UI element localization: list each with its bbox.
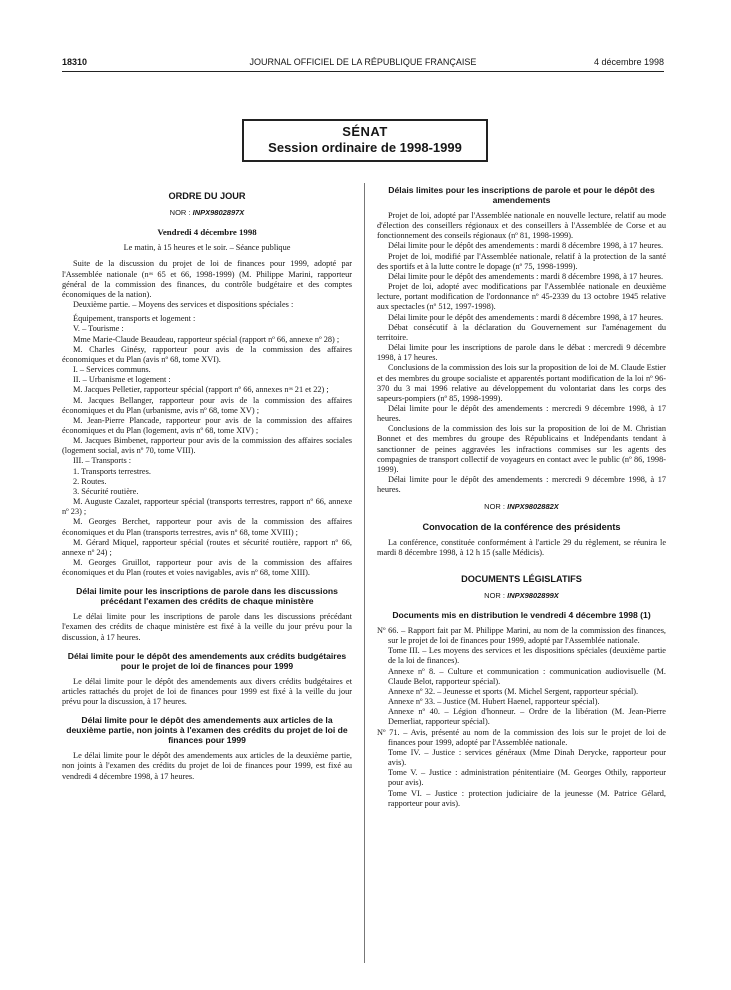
deadline-paragraph: Délai limite pour le dépôt des amendements : mercredi 9 décembre 1998, à 17 heures.	[377, 403, 666, 424]
column-divider	[364, 183, 365, 963]
section-paragraph: Le délai limite pour le dépôt des amendements aux articles de la deuxième partie, non joints à l'examen des crédits du projet de loi de finances pour 1999, est fixé au vendredi 4 décembre 1998, à 17 heures.	[62, 751, 352, 781]
item-paragraph: Projet de loi, modifié par l'Assemblée nationale, relatif à la protection de la santé des sportifs et à la lutte contre le dopage (nº 75, 1998-1999).	[377, 251, 666, 271]
day-heading: Vendredi 4 décembre 1998	[157, 227, 257, 238]
agenda-paragraph: M. Jacques Bimbenet, rapporteur pour avis de la commission des affaires sociales (logement social, avis nº 70, tome VIII).	[62, 436, 352, 456]
agenda-paragraph: M. Charles Ginésy, rapporteur pour avis de la commission des affaires économiques et du Plan (avis nº 68, tome XVI).	[62, 344, 352, 364]
agenda-paragraph: M. Gérard Miquel, rapporteur spécial (routes et sécurité routière, rapport nº 66, annexe nº 24) ;	[62, 537, 352, 557]
item-paragraph: Conclusions de la commission des lois sur la proposition de loi de M. Christian Bonnet et des membres du groupe des Républicains et Indépendants tendant à sanctionner de peines aggravées les infractions commises sur les agents des compagnies de transport collectif de voyageurs en contact avec le public (nº 86, 1998-1999).	[377, 424, 666, 474]
page-header	[62, 57, 664, 71]
agenda-paragraph: Suite de la discussion du projet de loi de finances pour 1999, adopté par l'Assemblée nationale (nᵒˢ 65 et 66, 1998-1999) (M. Philippe Marini, rapporteur général de la commission des finances, du contrôle budgétaire et des comptes économiques de la nation).	[62, 259, 352, 299]
document-subentry: Annexe nº 8. – Culture et communication : communication audiovisuelle (M. Claude Belot, rapporteur spécial).	[388, 666, 666, 686]
nor-label: NOR :	[484, 590, 506, 600]
left-column	[62, 183, 352, 782]
document-subentry: Annexe nº 40. – Légion d'honneur. – Ordre de la libération (M. Jean-Pierre Demerliat, rapporteur spécial).	[388, 707, 666, 727]
agenda-paragraph: Mme Marie-Claude Beaudeau, rapporteur spécial (rapport nº 66, annexe nº 28) ;	[73, 334, 340, 344]
senat-title: SÉNAT	[342, 124, 388, 139]
agenda-paragraph: III. – Transports :	[73, 456, 132, 466]
agenda-paragraph: M. Jacques Bellanger, rapporteur pour avis de la commission des affaires économiques et du Plan (urbanisme, avis nº 68, tome XV) ;	[62, 395, 352, 415]
nor-reference	[62, 208, 352, 218]
section-paragraph: La conférence, constituée conformément à l'article 29 du règlement, se réunira le mardi 8 décembre 1998, à 12 h 15 (salle Médicis).	[377, 537, 666, 557]
agenda-paragraph: M. Jacques Pelletier, rapporteur spécial (rapport nº 66, annexes nᵒˢ 21 et 22) ;	[73, 385, 329, 395]
document-subentry: Tome III. – Les moyens des services et les dispositions spéciales (deuxième partie de la loi de finances).	[388, 646, 666, 666]
item-paragraph: Projet de loi, adopté par l'Assemblée nationale en nouvelle lecture, relatif au mode d'élection des conseillers régionaux et des conseillers à l'Assemblée de Corse et au fonctionnement des conseils régionaux (nº 81, 1998-1999).	[377, 211, 666, 241]
nor-code: INPX9802897X	[192, 208, 245, 217]
header-date: 4 décembre 1998	[593, 57, 664, 67]
item-paragraph: Débat consécutif à la déclaration du Gouvernement sur l'aménagement du territoire.	[377, 322, 666, 342]
item-paragraph: Projet de loi, adopté avec modifications par l'Assemblée nationale en deuxième lecture, portant modification de l'ordonnance nº 45-2339 du 13 octobre 1945 relative aux spectacles (nº 512, 1997-1998).	[377, 282, 666, 312]
section-heading: Documents mis en distribution le vendredi 4 décembre 1998 (1)	[392, 610, 651, 620]
deadline-paragraph: Délai limite pour les inscriptions de parole dans le débat : mercredi 9 décembre 1998, à 17 heures.	[377, 343, 666, 363]
nor-code: INPX9802899X	[507, 590, 559, 600]
nor-reference	[377, 502, 666, 512]
agenda-paragraph: M. Jean-Pierre Plancade, rapporteur pour avis de la commission des affaires économiques et du Plan (logement, avis nº 68, tome XIV) ;	[62, 415, 352, 435]
item-paragraph: Conclusions de la commission des lois sur la proposition de loi de M. Claude Estier et des membres du groupe socialiste et apparentés portant modification de la loi nº 96-370 du 3 mai 1996 relative au développement du volontariat dans les corps des sapeurs-pompiers (nº 85, 1998-1999).	[377, 363, 666, 403]
agenda-paragraph: 3. Sécurité routière.	[73, 486, 139, 496]
nor-label: NOR :	[484, 502, 506, 512]
agenda-paragraph: 2. Routes.	[73, 476, 107, 486]
nor-label: NOR :	[169, 208, 191, 217]
agenda-paragraph: M. Auguste Cazalet, rapporteur spécial (transports terrestres, rapport nº 66, annexe nº 23) ;	[62, 497, 352, 517]
document-subentry: Tome V. – Justice : administration pénitentiaire (M. Georges Othily, rapporteur pour avis).	[388, 768, 666, 788]
agenda-paragraph: Équipement, transports et logement :	[73, 314, 196, 324]
document-subentry: Tome VI. – Justice : protection judiciaire de la jeunesse (M. Patrice Gélard, rapporteur pour avis).	[388, 788, 666, 808]
document-entry: Nº 71. – Avis, présenté au nom de la commission des lois sur le projet de loi de finances pour 1999, adopté par l'Assemblée nationale.	[377, 727, 666, 747]
nor-reference	[377, 591, 666, 601]
header-rule	[62, 71, 664, 72]
deadline-paragraph: Délai limite pour le dépôt des amendements : mardi 8 décembre 1998, à 17 heures.	[388, 241, 664, 251]
journal-title: JOURNAL OFFICIEL DE LA RÉPUBLIQUE FRANÇAISE	[249, 57, 477, 67]
deadline-paragraph: Délai limite pour le dépôt des amendements : mercredi 9 décembre 1998, à 17 heures.	[377, 475, 666, 495]
ordre-du-jour-heading: ORDRE DU JOUR	[168, 191, 246, 201]
document-entry: Nº 66. – Rapport fait par M. Philippe Marini, au nom de la commission des finances, sur le projet de loi de finances pour 1999, adopté par l'Assemblée nationale.	[377, 626, 666, 646]
section-heading: Délai limite pour le dépôt des amendements aux crédits budgétaires pour le projet de loi de finances pour 1999	[67, 650, 347, 671]
agenda-paragraph: M. Georges Gruillot, rapporteur pour avis de la commission des affaires économiques et du Plan (routes et voies navigables, avis nº 68, tome XIII).	[62, 558, 352, 578]
section-heading: Délai limite pour le dépôt des amendements aux articles de la deuxième partie, non joints à l'examen des crédits du projet de loi de finances pour 1999	[66, 715, 348, 746]
agenda-paragraph: Deuxième partie. – Moyens des services et dispositions spéciales :	[73, 300, 294, 310]
section-heading: Délai limite pour les inscriptions de parole dans les discussions précédant l'examen des crédits de chaque ministère	[76, 586, 338, 607]
session-title: Session ordinaire de 1998-1999	[268, 140, 462, 155]
seance-line: Le matin, à 15 heures et le soir. – Séance publique	[123, 243, 291, 253]
deadline-paragraph: Délai limite pour le dépôt des amendements : mardi 8 décembre 1998, à 17 heures.	[388, 312, 664, 322]
agenda-paragraph: M. Georges Berchet, rapporteur pour avis de la commission des affaires économiques et du Plan (transports terrestres, avis nº 68, tome XVIII) ;	[62, 517, 352, 537]
section-heading: Convocation de la conférence des présidents	[422, 521, 621, 532]
right-column	[377, 183, 666, 809]
document-subentry: Annexe nº 32. – Jeunesse et sports (M. Michel Sergent, rapporteur spécial).	[388, 686, 639, 696]
agenda-paragraph: II. – Urbanisme et logement :	[73, 375, 171, 385]
section-paragraph: Le délai limite pour les inscriptions de parole dans les discussions précédant l'examen des crédits de chaque ministère est fixé à la veille du jour prévu pour la discussion, à 17 heures.	[62, 612, 352, 642]
deadline-paragraph: Délai limite pour le dépôt des amendements : mardi 8 décembre 1998, à 17 heures.	[388, 271, 664, 281]
documents-heading: DOCUMENTS LÉGISLATIFS	[461, 573, 582, 584]
agenda-paragraph: I. – Services communs.	[73, 365, 151, 375]
section-paragraph: Le délai limite pour le dépôt des amendements aux divers crédits budgétaires et articles rattachés du projet de loi de finances pour 1999 est fixé à la veille du jour prévu pour la discussion, à 17 heures.	[62, 676, 352, 707]
senat-box	[242, 119, 488, 162]
agenda-paragraph: 1. Transports terrestres.	[73, 466, 151, 476]
nor-code: INPX9802882X	[507, 502, 559, 512]
document-subentry: Annexe nº 33. – Justice (M. Hubert Haenel, rapporteur spécial).	[388, 697, 600, 707]
section-heading: Délais limites pour les inscriptions de parole et pour le dépôt des amendements	[388, 185, 655, 205]
document-subentry: Tome IV. – Justice : services généraux (Mme Dinah Derycke, rapporteur pour avis).	[388, 747, 666, 768]
page-number: 18310	[62, 57, 88, 67]
agenda-paragraph: V. – Tourisme :	[73, 324, 124, 334]
